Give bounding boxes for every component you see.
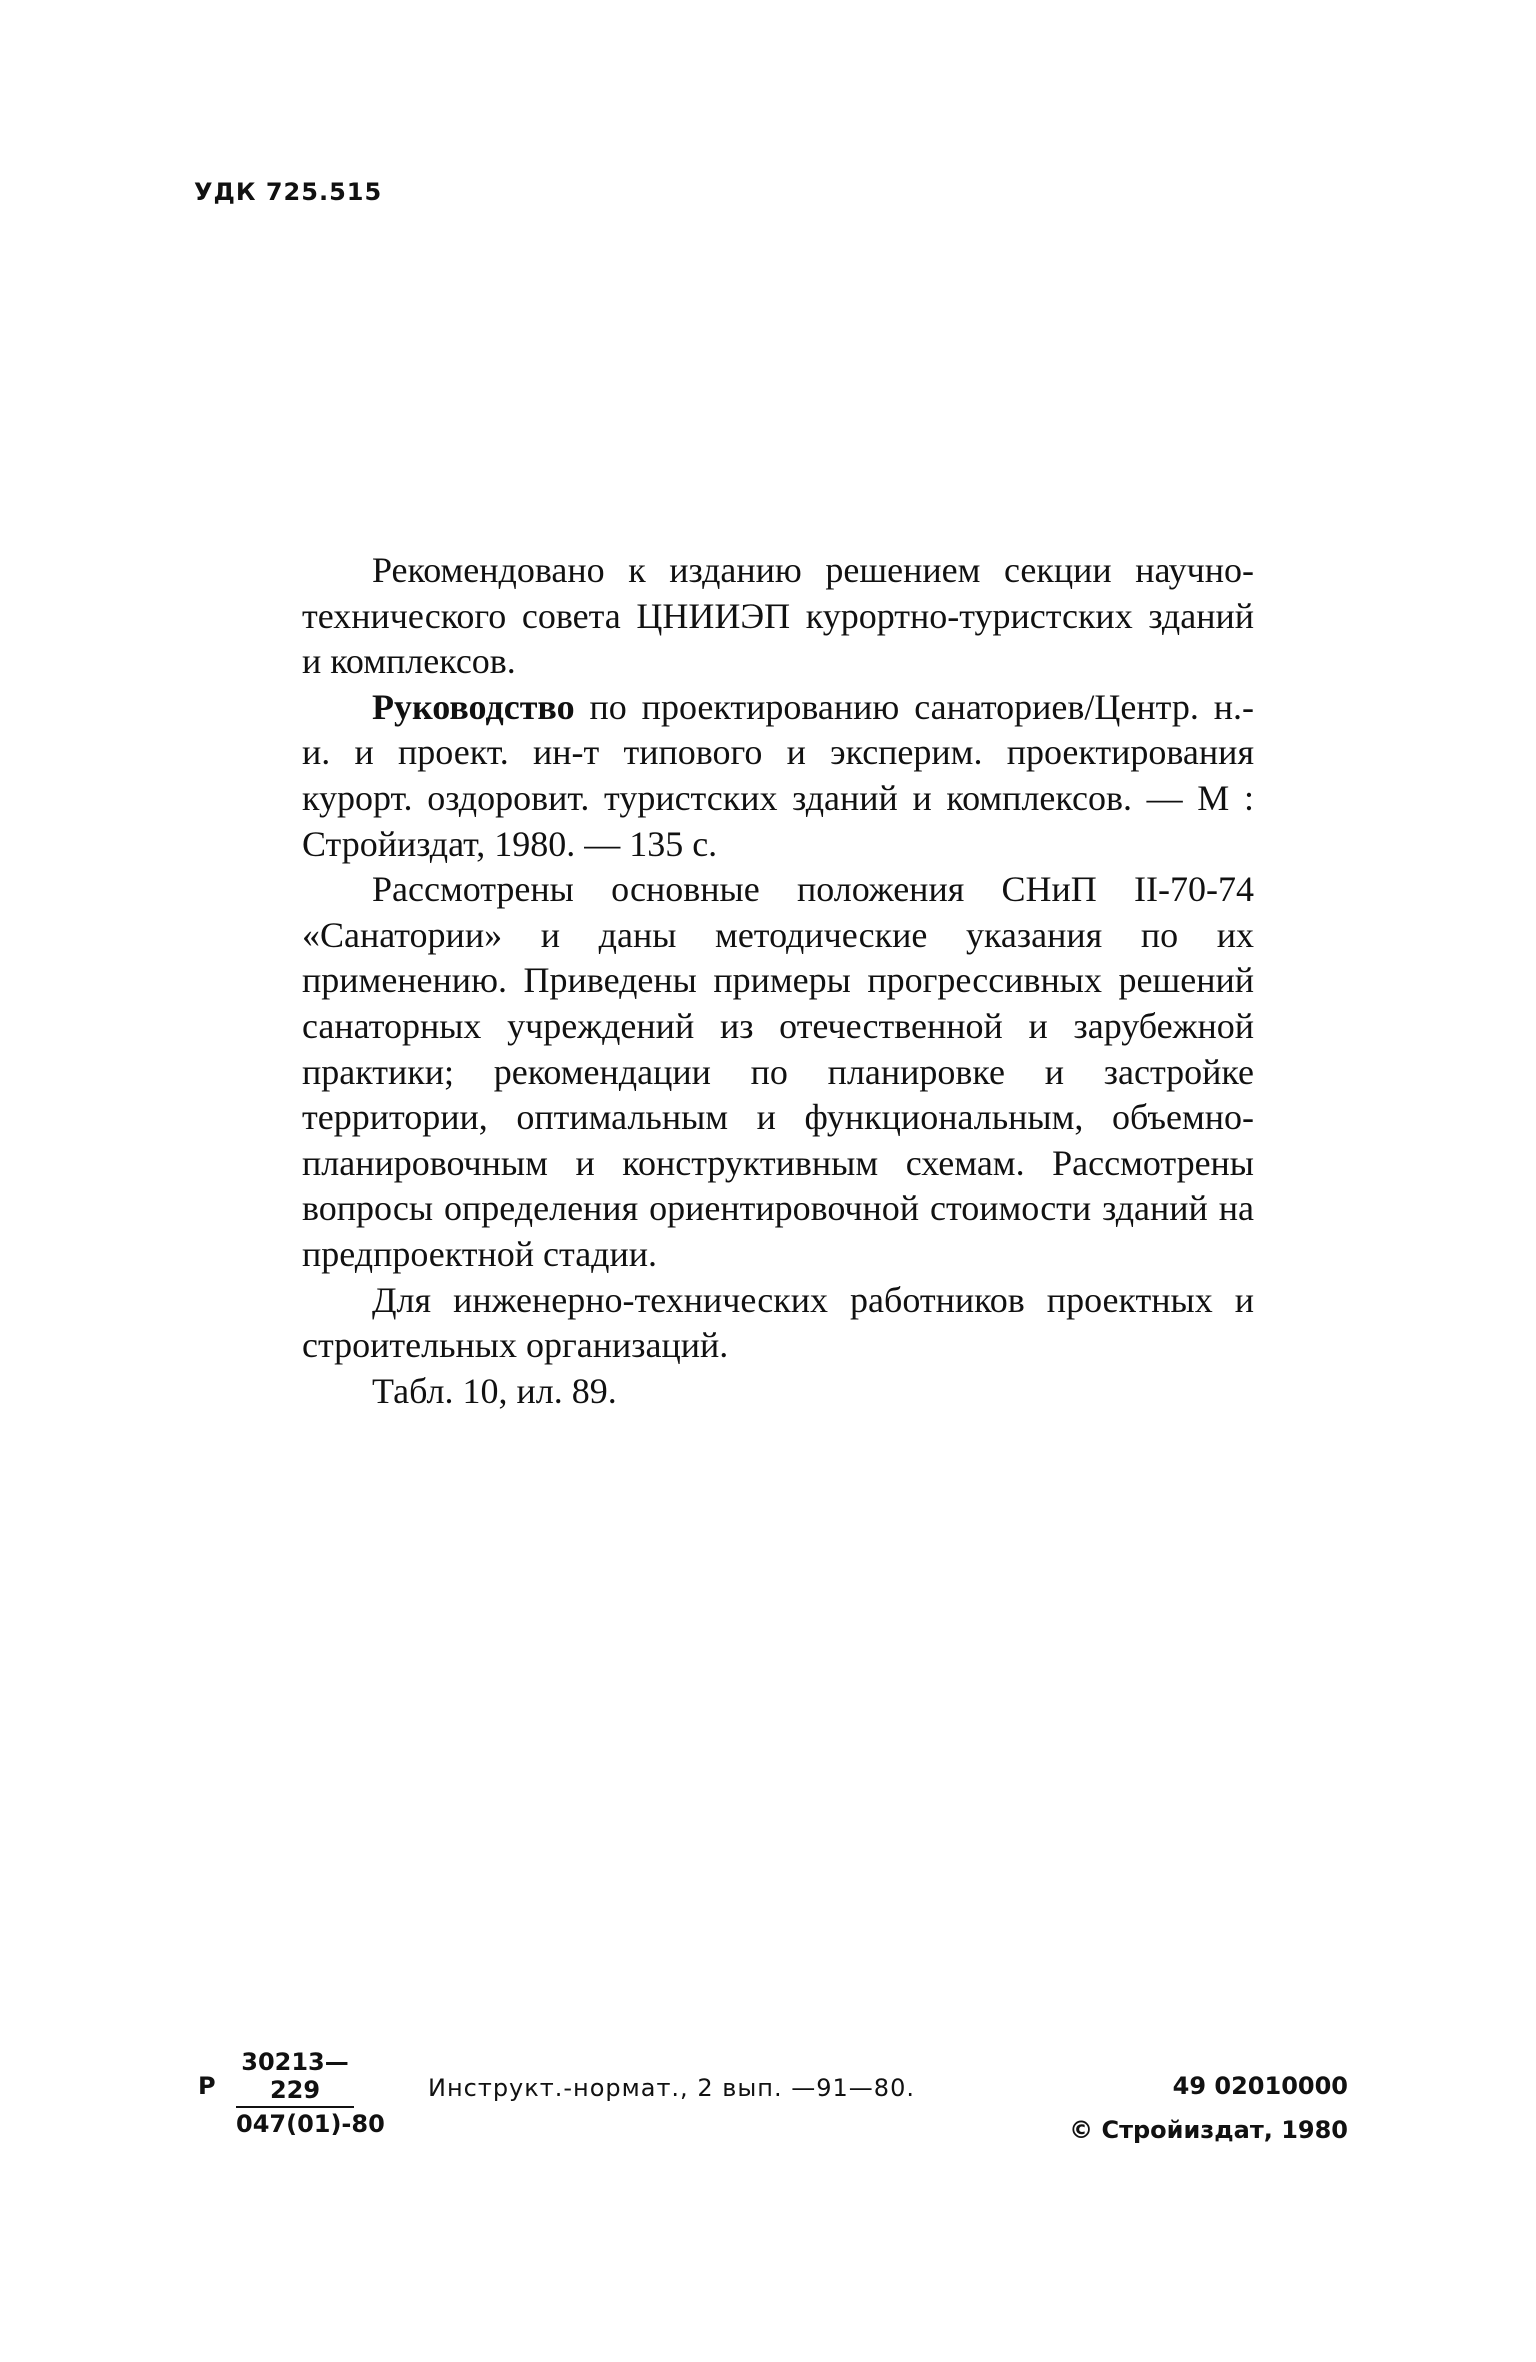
- imprint-code: 49 02010000: [1172, 2072, 1348, 2100]
- imprint-series: Инструкт.-нормат., 2 вып. —91—80.: [428, 2074, 915, 2102]
- imprint-denominator: 047(01)-80: [236, 2110, 385, 2138]
- audience-paragraph: Для инженерно-технических работников проектных и строительных организаций.: [302, 1279, 1254, 1366]
- illustrations-note: Табл. 10, ил. 89.: [372, 1370, 617, 1411]
- imprint-numerator: 30213—229: [236, 2048, 354, 2108]
- citation-paragraph: [302, 685, 1254, 867]
- citation-details: по проектированию санаториев/Центр. н.-и. и проект. ин-т типового и эксперим. проектирования курорт. оздоровит. туристских зданий и комплексов. — М : Стройиздат, 1980. — 135 с.: [302, 686, 1254, 864]
- imprint-block: [198, 2048, 1348, 2168]
- imprint-fraction: [236, 2048, 385, 2138]
- recommendation-paragraph: Рекомендовано к изданию решением секции научно-технического совета ЦНИИЭП курортно-туристских зданий и комплексов.: [302, 550, 1254, 682]
- imprint-prefix: Р: [198, 2072, 216, 2100]
- citation-title: Руководство: [372, 686, 575, 727]
- abstract-block: [302, 548, 1254, 1414]
- summary-paragraph: Рассмотрены основные положения СНиП II-70-74 «Санатории» и даны методические указания по их применению. Приведены примеры прогрессивных решений санаторных учреждений из отечественной и зарубежной практики; рекомендации по планировке и застройке территории, оптимальным и функциональным, объемно-планировочным и конструктивным схемам. Рассмотрены вопросы определения ориентировочной стоимости зданий на предпроектной стадии.: [302, 869, 1254, 1274]
- copyright-line: © Стройиздат, 1980: [1069, 2116, 1348, 2144]
- udk-code: УДК 725.515: [194, 178, 383, 206]
